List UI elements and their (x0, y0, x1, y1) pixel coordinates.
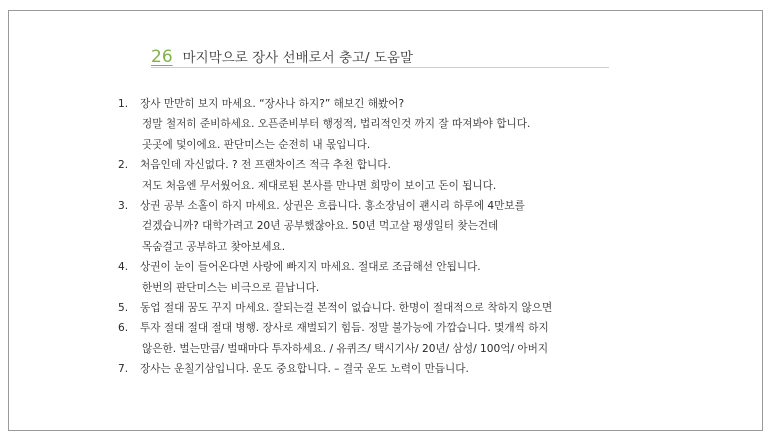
list-item-number: 2. (118, 159, 129, 172)
list-item-line: 장사 만만히 보지 마세요. “장사나 하지?” 해보긴 해봤어? (140, 98, 405, 110)
list-item (118, 257, 552, 298)
list-item-number: 4. (118, 261, 129, 274)
advice-list (118, 94, 552, 380)
list-item (118, 155, 552, 196)
list-item-line: 목숨걸고 공부하고 찾아보세요. (142, 240, 286, 253)
slide-title: 마지막으로 장사 선배로서 충고/ 도움말 (182, 50, 414, 66)
list-item-number: 3. (118, 200, 129, 213)
slide-header (151, 46, 413, 67)
list-item-line: 투자 절대 절대 절대 병행. 장사로 재벌되기 힘듬. 정말 불가능에 가깝습니다. 몇개씩 하지 (140, 322, 549, 335)
list-item-line: 걷겠습니까? 대학가려고 20년 공부했잖아요. 50년 먹고살 평생일터 찾는건데 (142, 220, 499, 233)
list-item (118, 196, 552, 257)
list-item-number: 7. (118, 363, 129, 376)
list-item-line: 한번의 판단미스는 비극으로 끝납니다. (142, 281, 320, 294)
list-item-line: 처음인데 자신없다. ? 전 프랜차이즈 적극 추천 합니다. (140, 159, 391, 172)
list-item (118, 298, 552, 318)
title-divider (151, 67, 609, 68)
list-item (118, 359, 552, 379)
list-item-number: 1. (118, 98, 129, 110)
list-item-line: 장사는 운칠기삼입니다. 운도 중요합니다. – 결국 운도 노력이 만듭니다. (140, 363, 469, 376)
list-item-line: 곳곳에 덫이에요. 판단미스는 순전히 내 몫입니다. (142, 138, 371, 151)
list-item-line: 상권이 눈이 들어온다면 사랑에 빠지지 마세요. 절대로 조급해선 안됩니다. (140, 261, 481, 274)
list-item-line: 정말 철저히 준비하세요. 오픈준비부터 행정적, 법리적인것 까지 잘 따져봐야 합니다. (142, 118, 531, 131)
list-item (118, 318, 552, 359)
list-item-line: 상권 공부 소홀이 하지 마세요. 상권은 흐릅니다. 홍소장님이 괜시리 하루에 4만보를 (140, 200, 525, 213)
list-item (118, 94, 552, 155)
list-item-number: 5. (118, 302, 129, 315)
slide-number: 26 (151, 47, 173, 67)
list-item-line: 동업 절대 꿈도 꾸지 마세요. 잘되는걸 본적이 없습니다. 한명이 절대적으로 착하지 않으면 (140, 302, 553, 315)
list-item-line: 않은한. 벌는만큼/ 벌때마다 투자하세요. / 유퀴즈/ 택시기사/ 20년/ 삼성/ 100억/ 아버지 (142, 342, 549, 355)
list-item-line: 저도 처음엔 무서웠어요. 제대로된 본사를 만나면 희망이 보이고 돈이 됩니다. (142, 179, 497, 192)
list-item-number: 6. (118, 322, 129, 335)
